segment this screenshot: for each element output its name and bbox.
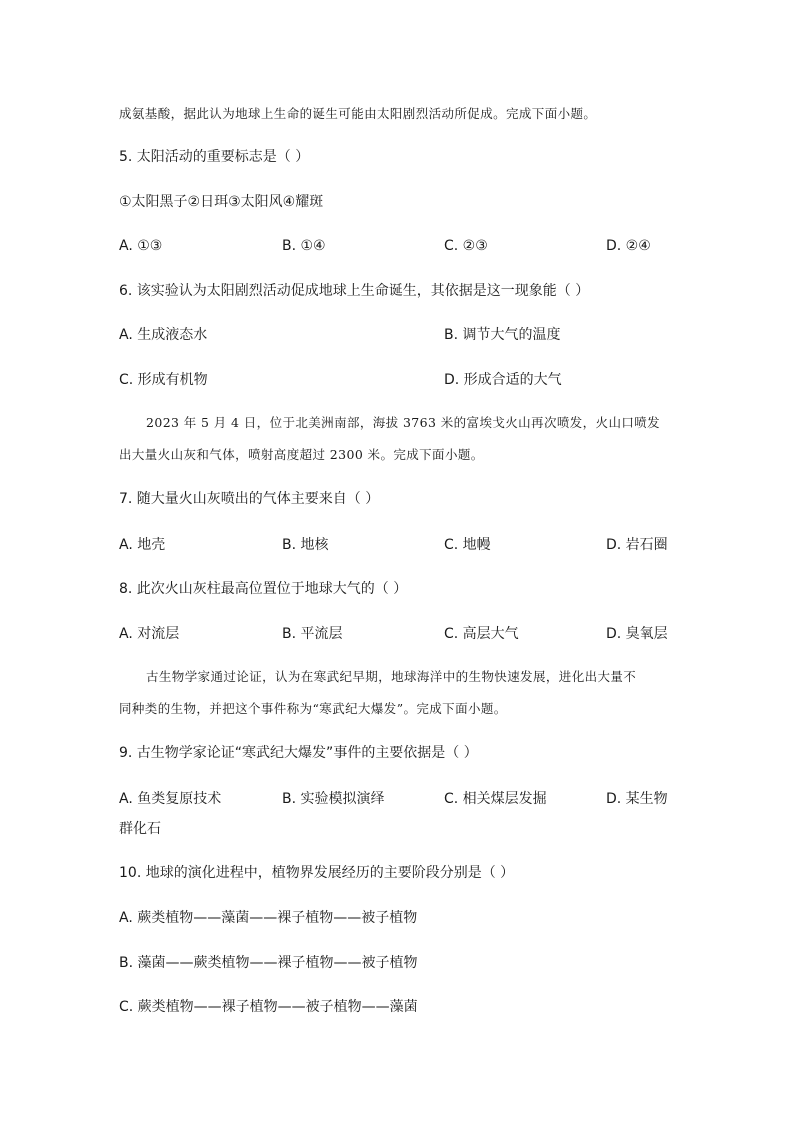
question-7-option-b: B. 地核 [282,537,329,553]
question-6-option-b: B. 调节大气的温度 [444,327,561,343]
question-5-stem: 5. 太阳活动的重要标志是（ ） [119,149,310,165]
question-5-option-b: B. ①④ [282,238,326,254]
question-9-option-a: A. 鱼类复原技术 [119,791,222,807]
question-6-option-a: A. 生成液态水 [119,327,208,343]
question-8-option-b: B. 平流层 [282,626,343,642]
question-5-option-a: A. ①③ [119,238,163,254]
question-5-items: ①太阳黑子②日珥③太阳风④耀斑 [119,194,324,210]
question-10-option-b: B. 藻菌——蕨类植物——裸子植物——被子植物 [119,955,418,971]
question-7-stem: 7. 随大量火山灰喷出的气体主要来自（ ） [119,491,380,507]
passage-2-line-2: 出大量火山灰和气体，喷射高度超过 2300 米。完成下面小题。 [119,447,484,462]
question-6-stem: 6. 该实验认为太阳剧烈活动促成地球上生命诞生，其依据是这一现象能（ ） [119,283,590,299]
question-7-option-d: D. 岩石圈 [606,537,668,553]
question-6-option-c: C. 形成有机物 [119,372,208,388]
question-5-option-c: C. ②③ [444,238,488,254]
question-10-option-a: A. 蕨类植物——藻菌——裸子植物——被子植物 [119,910,418,926]
question-6-option-d: D. 形成合适的大气 [444,372,562,388]
passage-2-line-1: 2023 年 5 月 4 日，位于北美洲南部，海拔 3763 米的富埃戈火山再次喷发，火山口喷发 [146,415,661,430]
question-9-option-d-wrap: 群化石 [119,821,161,837]
question-7-option-c: C. 地幔 [444,537,491,553]
question-10-stem: 10. 地球的演化进程中，植物界发展经历的主要阶段分别是（ ） [119,865,515,881]
question-10-option-c: C. 蕨类植物——裸子植物——被子植物——藻菌 [119,999,418,1015]
question-9-option-d: D. 某生物 [606,791,668,807]
question-5-option-d: D. ②④ [606,238,651,254]
question-8-option-a: A. 对流层 [119,626,180,642]
question-7-option-a: A. 地壳 [119,537,166,553]
passage-3-line-1: 古生物学家通过论证，认为在寒武纪早期，地球海洋中的生物快速发展，进化出大量不 [146,669,637,684]
question-8-option-c: C. 高层大气 [444,626,519,642]
question-8-stem: 8. 此次火山灰柱最高位置位于地球大气的（ ） [119,581,408,597]
question-9-option-c: C. 相关煤层发掘 [444,791,547,807]
question-9-stem: 9. 古生物学家论证“寒武纪大爆发”事件的主要依据是（ ） [119,745,478,761]
question-8-option-d: D. 臭氧层 [606,626,668,642]
passage-3-line-2: 同种类的生物，并把这个事件称为“寒武纪大爆发”。完成下面小题。 [119,701,507,716]
question-9-option-b: B. 实验模拟演绎 [282,791,385,807]
passage-1-line-1: 成氨基酸，据此认为地球上生命的诞生可能由太阳剧烈活动所促成。完成下面小题。 [119,106,597,121]
